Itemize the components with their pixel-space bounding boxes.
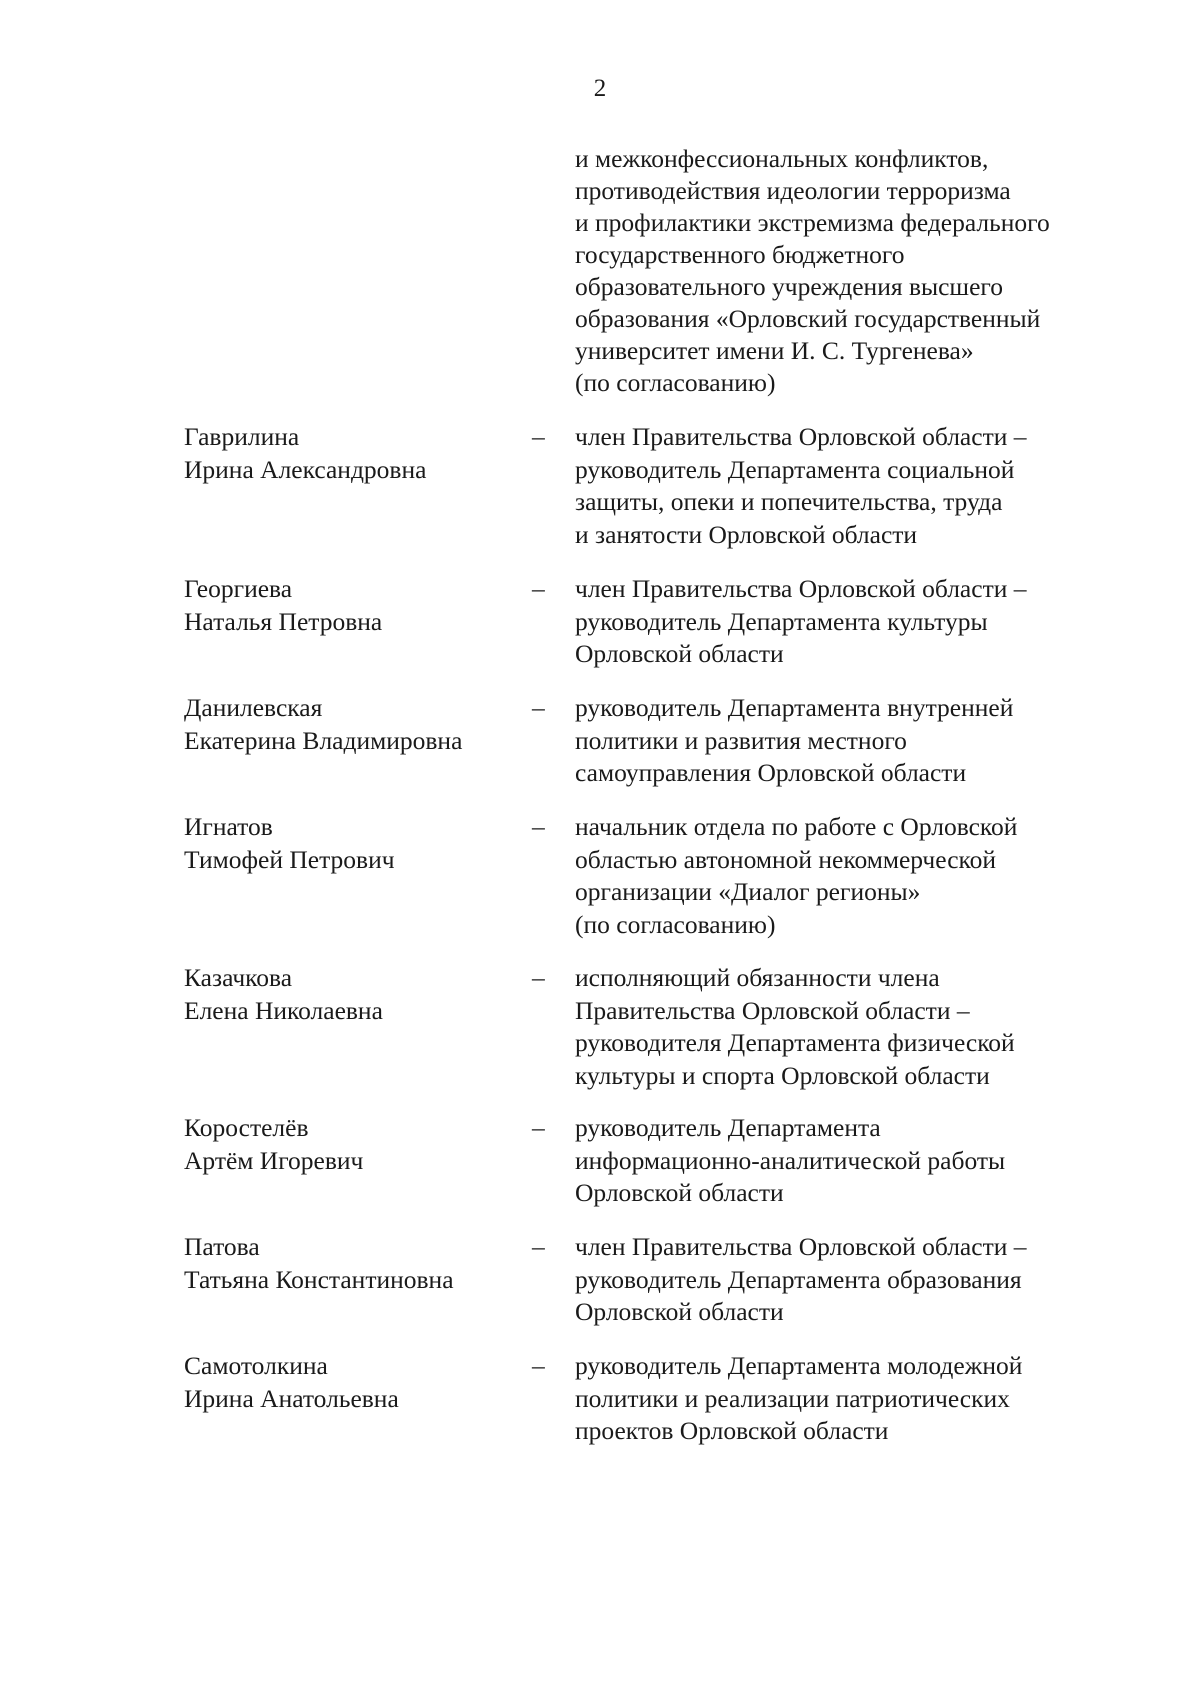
member-position (575, 1350, 1155, 1448)
member-name (184, 811, 524, 876)
position-line: защиты, опеки и попечительства, труда (575, 487, 1003, 516)
position-line: руководитель Департамента социальной (575, 454, 1015, 484)
position-line: руководитель Департамента (575, 1113, 881, 1142)
position-line: (по согласованию) (575, 909, 776, 939)
continuation-line: государственного бюджетного (575, 240, 905, 269)
position-line: Орловской области (575, 639, 784, 668)
position-line: исполняющий обязанности члена (575, 963, 940, 992)
continuation-line: (по согласованию) (575, 368, 776, 397)
position-line: руководитель Департамента образования (575, 1264, 1022, 1294)
member-given-names: Елена Николаевна (184, 995, 383, 1025)
position-line: политики и развития местного (575, 725, 907, 755)
member-surname: Патова (184, 1232, 260, 1261)
position-line: начальник отдела по работе с Орловской (575, 812, 1018, 841)
member-position (575, 421, 1155, 551)
continuation-paragraph (575, 143, 1135, 399)
continuation-line: и профилактики экстремизма федерального (575, 208, 1050, 237)
position-line: культуры и спорта Орловской области (575, 1060, 990, 1090)
continuation-line: образования «Орловский государственный (575, 304, 1041, 333)
position-line: политики и реализации патриотических (575, 1383, 1010, 1413)
member-dash: – (532, 1113, 545, 1142)
member-dash: – (532, 1351, 545, 1380)
member-given-names: Тимофей Петрович (184, 844, 395, 874)
position-line: Орловской области (575, 1297, 784, 1326)
position-line: член Правительства Орловской области – (575, 422, 1027, 451)
position-line: Правительства Орловской области – (575, 995, 970, 1025)
member-given-names: Артём Игоревич (184, 1145, 364, 1175)
member-surname: Гаврилина (184, 422, 300, 451)
position-line: руководителя Департамента физической (575, 1028, 1015, 1057)
position-line: Орловской области (575, 1178, 784, 1207)
member-dash: – (532, 574, 545, 603)
position-line: член Правительства Орловской области – (575, 574, 1027, 603)
member-name (184, 692, 524, 757)
position-line: организации «Диалог регионы» (575, 877, 921, 906)
member-dash: – (532, 1232, 545, 1261)
member-position (575, 692, 1155, 790)
member-position (575, 1231, 1155, 1329)
member-position (575, 811, 1155, 941)
member-given-names: Татьяна Константиновна (184, 1264, 454, 1294)
continuation-line: и межконфессиональных конфликтов, (575, 144, 989, 173)
position-line: информационно-аналитической работы (575, 1145, 1006, 1175)
continuation-line: противодействия идеологии терроризма (575, 176, 1011, 205)
member-position (575, 573, 1155, 671)
member-dash: – (532, 963, 545, 992)
member-position (575, 962, 1155, 1092)
member-surname: Данилевская (184, 693, 323, 722)
position-line: член Правительства Орловской области – (575, 1232, 1027, 1261)
member-position (575, 1112, 1155, 1210)
member-given-names: Ирина Александровна (184, 454, 427, 484)
member-surname: Самотолкина (184, 1351, 328, 1380)
continuation-line: образовательного учреждения высшего (575, 272, 1003, 301)
member-surname: Казачкова (184, 963, 293, 992)
member-dash: – (532, 812, 545, 841)
position-line: руководитель Департамента внутренней (575, 693, 1014, 722)
member-dash: – (532, 693, 545, 722)
member-given-names: Екатерина Владимировна (184, 725, 463, 755)
member-dash: – (532, 422, 545, 451)
member-surname: Георгиева (184, 574, 293, 603)
position-line: проектов Орловской области (575, 1416, 889, 1445)
member-name (184, 962, 524, 1027)
position-line: и занятости Орловской области (575, 519, 918, 549)
member-name (184, 1112, 524, 1177)
page-number: 2 (593, 75, 607, 102)
member-given-names: Ирина Анатольевна (184, 1383, 399, 1413)
member-name (184, 573, 524, 638)
continuation-line: университет имени И. С. Тургенева» (575, 336, 974, 365)
member-name (184, 421, 524, 486)
member-surname: Игнатов (184, 812, 273, 841)
member-name (184, 1350, 524, 1415)
position-line: руководитель Департамента молодежной (575, 1351, 1023, 1380)
member-name (184, 1231, 524, 1296)
position-line: самоуправления Орловской области (575, 758, 967, 787)
member-given-names: Наталья Петровна (184, 606, 383, 636)
position-line: руководитель Департамента культуры (575, 606, 988, 636)
member-surname: Коростелёв (184, 1113, 309, 1142)
position-line: областью автономной некоммерческой (575, 844, 997, 874)
